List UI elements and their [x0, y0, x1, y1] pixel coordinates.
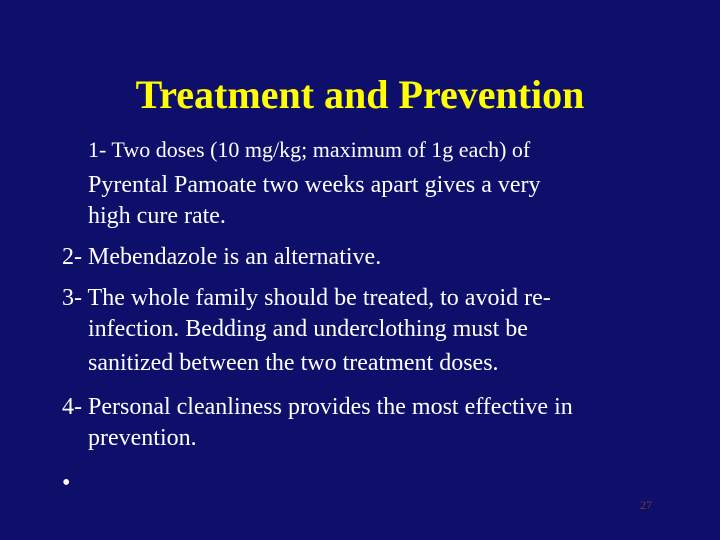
list-item-3-line-3: sanitized between the two treatment doses.	[88, 350, 499, 376]
list-item-1-line-2: Pyrental Pamoate two weeks apart gives a very	[88, 172, 541, 198]
list-item-1-line-1: 1- Two doses (10 mg/kg; maximum of 1g each) of	[88, 137, 531, 162]
list-item-3-line-2: infection. Bedding and underclothing must be	[88, 316, 528, 342]
page-number: 27	[640, 498, 652, 512]
list-item-1-line-3: high cure rate.	[88, 203, 226, 229]
slide-title: Treatment and Prevention	[135, 72, 585, 117]
list-item-2: 2- Mebendazole is an alternative.	[62, 244, 382, 270]
empty-bullet: •	[62, 470, 71, 496]
list-item-4-line-2: prevention.	[88, 425, 197, 451]
list-item-3-line-1: 3- The whole family should be treated, to avoid re-	[62, 285, 551, 311]
list-item-4-line-1: 4- Personal cleanliness provides the most effective in	[62, 394, 573, 420]
